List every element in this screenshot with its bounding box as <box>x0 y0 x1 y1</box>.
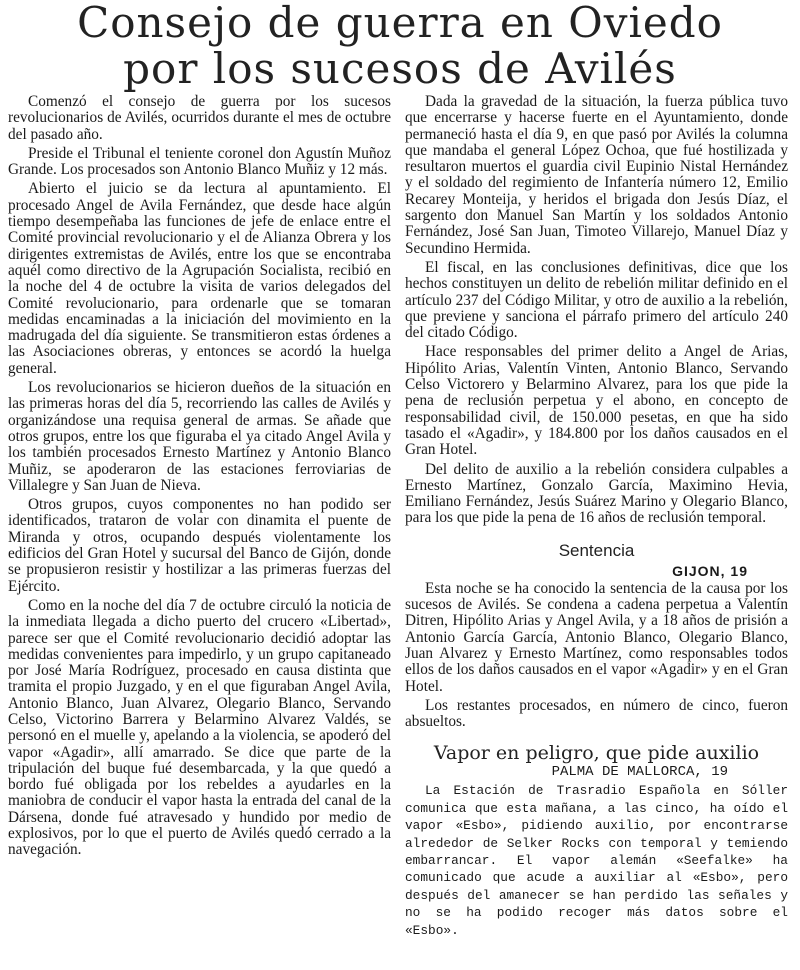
paragraph: Los revolucionarios se hicieron dueños de la situación en las primeras horas del día 5, recorriendo las calles de Avilés y organizándose una requisa general de armas. Se añade que otros grupos, entre los que figuraba el ya citado Angel Avila y los también procesados Ernesto Martínez y Antonio Blanco Muñiz, se apoderaron de las estaciones ferroviarias de Villalegre y San Juan de Nieva. <box>8 379 391 494</box>
paragraph: Abierto el juicio se da lectura al apuntamiento. El procesado Angel de Avila Fernández, que desde hace algún tiempo desempeñaba las funciones de jefe de enlace entre el Comité provincial revolucionario y el de Alianza Obrera y los dirigentes extremistas de Avilés, entre los que se encontraba aquél como directivo de la Agrupación Socialista, recibió en la noche del 4 de octubre la visita de varios delegados del Comité revolucionario, para ordenarle que se tomaran medidas encaminadas a la iniciación del movimiento en la madrugada del día siguiente. Se transmitieron estas órdenes a las Asociaciones obreras, y entonces se acordó la huelga general. <box>8 180 391 377</box>
vapor-dateline: PALMA DE MALLORCA, 19 <box>551 764 728 781</box>
article-columns <box>8 94 796 970</box>
paragraph: Esta noche se ha conocido la sentencia de la causa por los sucesos de Avilés. Se condena a cadena perpetua a Valentín Ditren, Hipólito Arias y Angel Avila, y a 18 años de prisión a Antonio García García, Antonio Blanco, Olegario Blanco, Juan Alvarez y Ernesto Martínez, como responsables todos ellos de los daños causados en el vapor «Agadir» y en el Gran Hotel. <box>405 579 788 695</box>
paragraph: Como en la noche del día 7 de octubre circuló la noticia de la inmediata llegada a dicho puerto del crucero «Libertad», parece ser que el Comité revolucionario decidió adoptar las medidas convenientes para impedirlo, y un grupo capitaneado por José María Rodríguez, procesado en causa distinta que tramita el propio Juzgado, y en el que figuraban Angel Avila, Antonio Blanco, Juan Alvarez, Olegario Blanco, Servando Celso, Victorino Barrera y Belarmino Alvarez Valdés, se personó en el muelle y, apelando a la violencia, se apoderó del vapor «Agadir», allí amarrado. Se dice que parte de la tripulación del buque fué desembarcada, y la que quedó a bordo fué obligada por los rebeldes a ayudarles en la maniobra de conducir el vapor hasta la entrada del canal de la Dársena, donde fué atravesado y hundido por medio de explosivos, por lo que el puerto de Avilés quedó cerrado a la navegación. <box>8 596 391 859</box>
paragraph: Dada la gravedad de la situación, la fuerza pública tuvo que encerrarse y hacerse fuerte en el Ayuntamiento, donde permaneció hasta el día 9, en que pasó por Avilés la columna que mandaba el general López Ochoa, que fué hostilizada y resultaron muertos el guardia civil Eupinio Nistal Hernández y el soldado del regimiento de Infantería número 12, Emilio Recarey Monteija, y heridos el brigada don Jesús Díaz, el sargento don Manuel San Martín y los soldados Antonio Fernández, José San Juan, Timoteo Villarejo, Manuel Díaz y Secundino Hermida. <box>405 94 788 257</box>
paragraph: Preside el Tribunal el teniente coronel don Agustín Muñoz Grande. Los procesados son Antonio Blanco Muñiz y 12 más. <box>8 144 391 179</box>
paragraph: Otros grupos, cuyos componentes no han podido ser identificados, trataron de volar con dinamita el puente de Miranda y otros, ocupando después violentamente los edificios del Gran Hotel y sucursal del Banco de Gijón, donde se propusieron resistir y hostilizar a las primeras fuerzas del Ejército. <box>8 496 391 595</box>
paragraph: Del delito de auxilio a la rebelión considera culpables a Ernesto Martínez, Gonzalo García, Maximino Hevia, Emiliano Fernández, Jesús Suárez Marino y Olegario Blanco, para los que pide la pena de 16 años de reclusión temporal. <box>405 460 788 527</box>
headline-line-2: por los sucesos de Avilés <box>123 44 677 93</box>
sentencia-dateline: GIJON, 19 <box>672 562 748 579</box>
headline-line-1: Consejo de guerra en Oviedo <box>77 0 723 47</box>
paragraph: Hace responsables del primer delito a Angel de Arias, Hipólito Arias, Valentín Vinten, Antonio Blanco, Servando Celso Victorero y Belarmino Alvarez, para los que pide la pena de reclusión perpetua y el abono, en concepto de responsabilidad civil, de 150.000 pesetas, en que ha sido tasado el «Agadir», y 184.800 por los daños causados en el Gran Hotel. <box>405 343 788 459</box>
right-column <box>405 94 788 970</box>
paragraph: Comenzó el consejo de guerra por los sucesos revolucionarios de Avilés, ocurridos durante el mes de octubre del pasado año. <box>8 94 391 143</box>
vapor-heading: Vapor en peligro, que pide auxilio <box>433 742 760 765</box>
left-column <box>8 94 391 970</box>
paragraph: Los restantes procesados, en número de cinco, fueron absueltos. <box>405 696 788 731</box>
paragraph: La Estación de Trasradio Española en Sóller comunica que esta mañana, a las cinco, ha oído el vapor «Esbo», pidiendo auxilio, por encontrarse alrededor de Selker Rocks con temporal y temiendo embarrancar. El vapor alemán «Seefalke» ha comunicado que acude a auxiliar al «Esbo», pero después del amanecer se han perdido las señales y no se ha podido recoger más datos sobre el «Esbo». <box>405 783 788 938</box>
paragraph: El fiscal, en las conclusiones definitivas, dice que los hechos constituyen un delito de rebelión militar definido en el artículo 237 del Código Militar, y otro de auxilio a la rebelión, que previene y sanciona el párrafo primero del artículo 240 del citado Código. <box>405 258 788 342</box>
sentencia-heading: Sentencia <box>558 540 635 560</box>
